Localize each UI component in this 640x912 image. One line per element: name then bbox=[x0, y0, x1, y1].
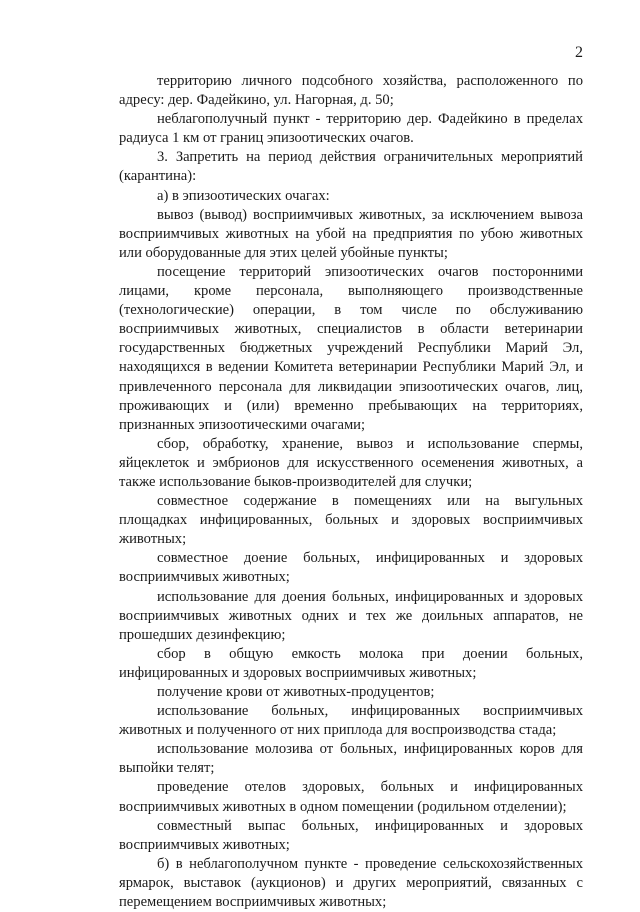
paragraph: использование для доения больных, инфицированных и здоровых восприимчивых животных одних и тех же доильных аппаратов, не прошедших дезинфекцию; bbox=[119, 588, 583, 643]
paragraph: а) в эпизоотических очагах: bbox=[157, 187, 330, 204]
paragraph: посещение территорий эпизоотических очагов посторонними лицами, кроме персонала, выполняющего производственные (технологические) операции, в том числе по обслуживанию восприимчивых животных, специалистов в области ветеринарии государственных бюджетных учреждений Республики Марий Эл, находящихся в ведении Комитета ветеринарии Республики Марий Эл, и привлеченного персонала для ликвидации эпизоотических очагов, лиц, проживающих и (или) временно пребывающих на территориях, признанных эпизоотическими очагами; bbox=[119, 263, 583, 433]
paragraph: вывоз (вывод) восприимчивых животных, за исключением вывоза восприимчивых животных на убой на предприятия по убою животных или оборудованные для этих целей убойные пункты; bbox=[119, 206, 583, 261]
paragraph: совместный выпас больных, инфицированных и здоровых восприимчивых животных; bbox=[119, 817, 583, 853]
paragraph: сбор, обработку, хранение, вывоз и использование спермы, яйцеклеток и эмбрионов для искусственного осеменения животных, а также использование быков-производителей для случки; bbox=[119, 435, 583, 490]
paragraph: использование больных, инфицированных восприимчивых животных и полученного от них приплода для воспроизводства стада; bbox=[119, 703, 583, 739]
paragraph: получение крови от животных-продуцентов; bbox=[157, 684, 435, 700]
paragraph: сбор в общую емкость молока при доении больных, инфицированных и здоровых восприимчивых животных; bbox=[119, 645, 583, 681]
paragraph: совместное содержание в помещениях или на выгульных площадках инфицированных, больных и здоровых восприимчивых животных; bbox=[119, 493, 583, 548]
document-body bbox=[119, 72, 583, 912]
paragraph: б) в неблагополучном пункте - проведение сельскохозяйственных ярмарок, выставок (аукционов) и других мероприятий, связанных с перемещением восприимчивых животных; bbox=[119, 855, 583, 911]
paragraph: совместное доение больных, инфицированных и здоровых восприимчивых животных; bbox=[119, 550, 583, 586]
paragraph: проведение отелов здоровых, больных и инфицированных восприимчивых животных в одном помещении (родильном отделении); bbox=[119, 779, 583, 815]
paragraph: 3. Запретить на период действия ограничительных мероприятий (карантина): bbox=[119, 149, 583, 185]
page-number: 2 bbox=[575, 44, 583, 61]
paragraph: территорию личного подсобного хозяйства, расположенного по адресу: дер. Фадейкино, ул. Нагорная, д. 50; bbox=[119, 73, 583, 109]
paragraph: неблагополучный пункт - территорию дер. Фадейкино в пределах радиуса 1 км от границ эпизоотических очагов. bbox=[119, 111, 583, 147]
paragraph: использование молозива от больных, инфицированных коров для выпойки телят; bbox=[119, 741, 583, 777]
